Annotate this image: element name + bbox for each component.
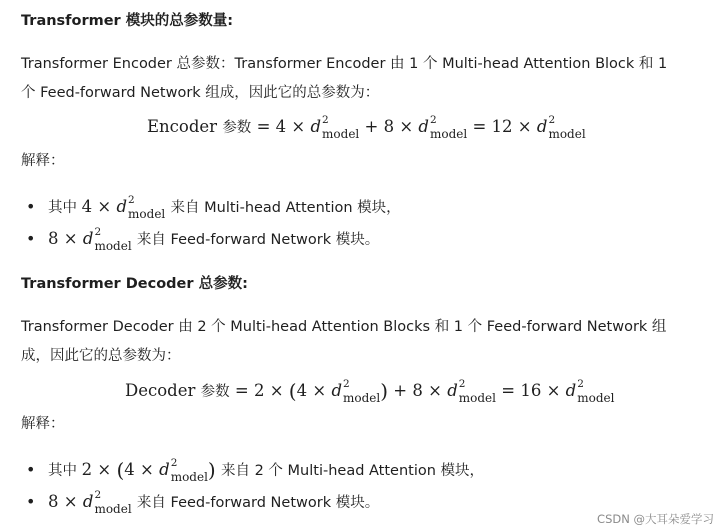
decoder-formula	[125, 379, 614, 404]
subscript: model	[322, 127, 360, 141]
encoder-paragraph-line1: Transformer Encoder 总参数：Transformer Encoder 由 1 个 Multi-head Attention Block 和 1	[21, 56, 668, 72]
plus-sign: +	[393, 381, 408, 400]
subscript: model	[94, 239, 132, 253]
bullet-prefix: 其中	[48, 463, 78, 479]
coef: 8	[412, 381, 423, 400]
left-paren: (	[116, 458, 125, 482]
variable: d	[447, 381, 458, 400]
formula-cjk-label: 参数	[200, 384, 230, 400]
explain-label: 解释：	[21, 416, 65, 432]
variable: d	[82, 492, 94, 511]
coef: 8	[383, 117, 395, 136]
subscript: model	[170, 470, 208, 484]
subscript: model	[548, 127, 586, 141]
formula-label: Decoder	[125, 381, 196, 400]
bullet-dot-icon: •	[26, 197, 36, 216]
bullet-suffix: 来自 2 个 Multi-head Attention 模块，	[220, 463, 485, 479]
times-sign: ×	[140, 460, 154, 479]
times-sign: ×	[97, 197, 112, 216]
equals-sign: =	[501, 381, 516, 400]
right-paren: )	[380, 379, 389, 403]
variable: d	[565, 381, 577, 400]
coef: 2	[253, 381, 265, 400]
variable: d	[82, 229, 94, 248]
times-sign: ×	[63, 492, 78, 511]
coef: 2	[81, 460, 93, 479]
superscript: 2	[577, 378, 584, 390]
superscript: 2	[94, 226, 102, 238]
times-sign: ×	[312, 381, 327, 400]
list-item	[26, 192, 401, 223]
variable: d	[331, 381, 342, 400]
superscript: 2	[458, 378, 466, 390]
list-item	[26, 455, 484, 486]
coef: 4	[275, 117, 287, 136]
explain-label: 解释：	[21, 153, 65, 169]
times-sign: ×	[63, 229, 78, 248]
superscript: 2	[94, 489, 102, 501]
superscript: 2	[128, 194, 135, 206]
superscript: 2	[548, 114, 556, 126]
formula-cjk-label: 参数	[222, 120, 252, 136]
subscript: model	[577, 391, 615, 405]
right-paren: )	[207, 458, 216, 482]
equals-sign: =	[234, 381, 249, 400]
times-sign: ×	[269, 381, 284, 400]
encoder-paragraph-line2: 个 Feed-forward Network 组成，因此它的总参数为：	[21, 85, 380, 101]
superscript: 2	[343, 378, 350, 390]
coef: 4	[124, 460, 135, 479]
superscript: 2	[170, 457, 178, 469]
section-title: Transformer 模块的总参数量:	[21, 13, 234, 29]
watermark: CSDN @大耳朵爱学习	[597, 512, 714, 526]
list-item	[26, 487, 379, 518]
times-sign: ×	[546, 381, 561, 400]
bullet-prefix: 其中	[48, 200, 78, 216]
superscript: 2	[322, 114, 329, 126]
coef: 16	[520, 381, 542, 400]
subscript: model	[458, 391, 496, 405]
bullet-suffix: 来自 Feed-forward Network 模块。	[136, 495, 380, 511]
bullet-dot-icon: •	[26, 460, 36, 479]
decoder-paragraph-line1: Transformer Decoder 由 2 个 Multi-head Attention Blocks 和 1 个 Feed-forward Network 组	[21, 319, 667, 335]
variable: d	[418, 117, 429, 136]
subscript: model	[429, 127, 468, 141]
times-sign: ×	[428, 381, 442, 400]
equals-sign: =	[472, 117, 487, 136]
coef: 4	[296, 381, 308, 400]
formula-label: Encoder	[147, 117, 218, 136]
subscript: model	[94, 502, 132, 516]
coef: 4	[81, 197, 93, 216]
subscript: model	[343, 391, 381, 405]
decoder-heading: Transformer Decoder 总参数:	[21, 276, 248, 292]
bullet-suffix: 来自 Feed-forward Network 模块。	[136, 232, 380, 248]
subscript: model	[128, 207, 166, 221]
equals-sign: =	[256, 117, 271, 136]
superscript: 2	[429, 114, 437, 126]
coef: 8	[48, 229, 59, 248]
variable: d	[310, 117, 322, 136]
bullet-dot-icon: •	[26, 492, 36, 511]
times-sign: ×	[291, 117, 306, 136]
times-sign: ×	[97, 460, 112, 479]
variable: d	[159, 460, 170, 479]
bullet-suffix: 来自 Multi-head Attention 模块，	[170, 200, 401, 216]
times-sign: ×	[517, 117, 532, 136]
decoder-paragraph-line2: 成，因此它的总参数为：	[21, 348, 181, 364]
plus-sign: +	[364, 117, 379, 136]
coef: 12	[491, 117, 513, 136]
left-paren: (	[288, 379, 297, 403]
encoder-formula	[147, 116, 586, 140]
bullet-dot-icon: •	[26, 229, 36, 248]
times-sign: ×	[399, 117, 414, 136]
list-item	[26, 224, 379, 255]
coef: 8	[48, 492, 59, 511]
variable: d	[116, 197, 128, 216]
variable: d	[536, 117, 548, 136]
